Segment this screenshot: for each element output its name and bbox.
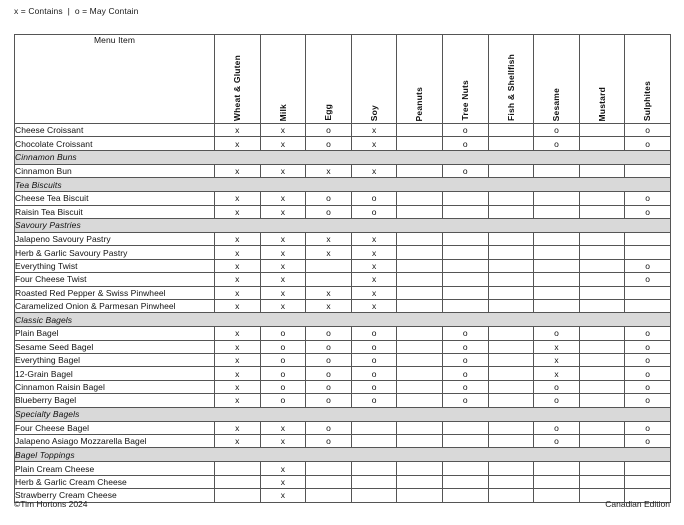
allergen-cell: o [534, 327, 580, 340]
allergen-cell: o [442, 380, 488, 393]
allergen-cell: x [534, 354, 580, 367]
section-title: Cinnamon Buns [15, 150, 671, 164]
allergen-cell [534, 273, 580, 286]
allergen-cell [488, 475, 534, 488]
section-header-row [15, 218, 671, 232]
column-header-wheat-gluten [215, 35, 261, 124]
allergen-cell [488, 192, 534, 205]
menu-item-name: 12-Grain Bagel [15, 367, 215, 380]
allergen-cell [579, 192, 625, 205]
allergen-cell [534, 232, 580, 245]
allergen-cell [534, 475, 580, 488]
allergen-cell [579, 205, 625, 218]
allergen-cell [579, 124, 625, 137]
allergen-cell: o [306, 192, 352, 205]
allergen-cell: x [260, 232, 306, 245]
table-row [15, 273, 671, 286]
table-row [15, 435, 671, 448]
allergen-cell: o [625, 380, 671, 393]
menu-item-name: Cheese Croissant [15, 124, 215, 137]
allergen-cell [397, 137, 443, 150]
allergen-cell [625, 462, 671, 475]
column-header-label: Wheat & Gluten [232, 54, 243, 121]
allergen-cell [579, 299, 625, 312]
allergen-cell: x [534, 340, 580, 353]
allergen-cell: o [351, 354, 397, 367]
allergen-cell: x [215, 164, 261, 177]
allergen-cell [397, 164, 443, 177]
allergen-cell [579, 340, 625, 353]
allergen-cell: o [442, 124, 488, 137]
allergen-cell [534, 259, 580, 272]
table-row [15, 380, 671, 393]
allergen-cell [442, 286, 488, 299]
allergen-cell [625, 286, 671, 299]
allergen-cell: x [260, 421, 306, 434]
section-header-row [15, 407, 671, 421]
column-header-label: Soy [368, 104, 379, 121]
allergen-cell [488, 421, 534, 434]
allergen-cell [488, 246, 534, 259]
allergen-cell: x [534, 367, 580, 380]
allergen-cell [397, 421, 443, 434]
table-row [15, 462, 671, 475]
allergen-cell: o [351, 205, 397, 218]
allergen-cell [488, 259, 534, 272]
column-header-milk [260, 35, 306, 124]
menu-item-name: Cinnamon Bun [15, 164, 215, 177]
allergen-cell [397, 273, 443, 286]
section-title: Bagel Toppings [15, 448, 671, 462]
legend-text: x = Contains | o = May Contain [14, 6, 139, 16]
menu-item-name: Chocolate Croissant [15, 137, 215, 150]
allergen-cell: x [215, 340, 261, 353]
allergen-cell [579, 435, 625, 448]
allergen-cell [625, 475, 671, 488]
allergen-cell: o [625, 259, 671, 272]
allergen-cell: o [534, 380, 580, 393]
allergen-cell: x [306, 232, 352, 245]
allergen-cell: o [260, 394, 306, 407]
allergen-cell [579, 286, 625, 299]
allergen-cell: o [625, 421, 671, 434]
allergen-cell: o [306, 421, 352, 434]
menu-item-name: Raisin Tea Biscuit [15, 205, 215, 218]
allergen-cell [625, 246, 671, 259]
allergen-cell: o [442, 394, 488, 407]
allergen-cell [397, 462, 443, 475]
allergen-cell: x [215, 367, 261, 380]
menu-item-name: Roasted Red Pepper & Swiss Pinwheel [15, 286, 215, 299]
allergen-cell: o [351, 394, 397, 407]
menu-item-name: Herb & Garlic Cream Cheese [15, 475, 215, 488]
allergen-cell: x [260, 259, 306, 272]
allergen-cell [397, 435, 443, 448]
allergen-cell [397, 367, 443, 380]
column-header-label: Mustard [596, 86, 607, 121]
allergen-cell: o [625, 273, 671, 286]
allergen-cell: x [215, 435, 261, 448]
section-header-row [15, 448, 671, 462]
allergen-cell: o [260, 340, 306, 353]
header-row [15, 35, 671, 124]
allergen-cell: x [260, 124, 306, 137]
allergen-cell: x [215, 354, 261, 367]
allergen-cell [488, 340, 534, 353]
allergen-cell [534, 299, 580, 312]
allergen-cell [306, 475, 352, 488]
menu-item-name: Sesame Seed Bagel [15, 340, 215, 353]
footer-copyright: ©Tim Hortons 2024 [14, 499, 88, 509]
allergen-cell [488, 205, 534, 218]
allergen-cell: o [306, 124, 352, 137]
allergen-cell: o [306, 205, 352, 218]
allergen-cell [534, 462, 580, 475]
allergen-cell [579, 137, 625, 150]
allergen-cell: o [260, 327, 306, 340]
allergen-cell: o [625, 354, 671, 367]
table-row [15, 299, 671, 312]
allergen-cell: x [351, 286, 397, 299]
section-header-row [15, 178, 671, 192]
menu-item-name: Four Cheese Twist [15, 273, 215, 286]
allergen-cell [397, 327, 443, 340]
allergen-cell [488, 232, 534, 245]
allergen-cell: x [260, 286, 306, 299]
column-header-soy [351, 35, 397, 124]
allergen-cell [488, 367, 534, 380]
column-header-egg [306, 35, 352, 124]
allergen-cell [579, 462, 625, 475]
allergen-cell: x [215, 124, 261, 137]
menu-item-name: Jalapeno Savoury Pastry [15, 232, 215, 245]
allergen-cell [579, 367, 625, 380]
allergen-cell [442, 205, 488, 218]
table-row [15, 246, 671, 259]
allergen-cell: x [215, 232, 261, 245]
allergen-cell [488, 327, 534, 340]
allergen-cell [397, 340, 443, 353]
allergen-table [14, 34, 671, 503]
allergen-cell: x [306, 286, 352, 299]
allergen-cell [397, 246, 443, 259]
menu-item-name: Four Cheese Bagel [15, 421, 215, 434]
allergen-cell [442, 421, 488, 434]
allergen-cell: x [215, 380, 261, 393]
allergen-cell: x [351, 232, 397, 245]
allergen-cell: o [306, 380, 352, 393]
allergen-cell: x [351, 299, 397, 312]
menu-item-name: Everything Twist [15, 259, 215, 272]
allergen-cell [625, 299, 671, 312]
allergen-cell: o [534, 421, 580, 434]
table-header [15, 35, 671, 124]
table-row [15, 259, 671, 272]
allergen-cell: x [351, 273, 397, 286]
allergen-cell: x [260, 299, 306, 312]
allergen-cell [306, 273, 352, 286]
section-title: Classic Bagels [15, 313, 671, 327]
allergen-cell [534, 246, 580, 259]
allergen-cell: x [215, 327, 261, 340]
allergen-cell [351, 462, 397, 475]
allergen-cell: o [306, 137, 352, 150]
allergen-cell: x [306, 246, 352, 259]
allergen-cell: o [306, 327, 352, 340]
allergen-cell [579, 246, 625, 259]
column-header-mustard [579, 35, 625, 124]
table-row [15, 421, 671, 434]
allergen-cell: x [260, 192, 306, 205]
menu-item-name: Strawberry Cream Cheese [15, 489, 215, 502]
allergen-cell: o [625, 192, 671, 205]
allergen-cell [306, 259, 352, 272]
allergen-cell [306, 462, 352, 475]
allergen-cell [442, 192, 488, 205]
table-row [15, 192, 671, 205]
allergen-cell: x [215, 259, 261, 272]
allergen-cell [579, 259, 625, 272]
allergen-cell [488, 164, 534, 177]
allergen-cell [625, 164, 671, 177]
allergen-cell [534, 286, 580, 299]
allergen-cell: o [351, 367, 397, 380]
column-header-sesame [534, 35, 580, 124]
allergen-cell: o [351, 192, 397, 205]
allergen-cell: x [260, 489, 306, 502]
allergen-cell [488, 137, 534, 150]
allergen-cell [397, 475, 443, 488]
allergen-cell: o [534, 124, 580, 137]
table-row [15, 232, 671, 245]
allergen-cell: o [306, 367, 352, 380]
section-title: Specialty Bagels [15, 407, 671, 421]
section-header-row [15, 150, 671, 164]
allergen-cell: o [625, 327, 671, 340]
menu-item-name: Caramelized Onion & Parmesan Pinwheel [15, 299, 215, 312]
table-row [15, 124, 671, 137]
column-header-label: Tree Nuts [460, 80, 471, 121]
allergen-cell [488, 299, 534, 312]
allergen-cell [488, 124, 534, 137]
column-header-label: Fish & Shellfish [505, 54, 516, 121]
allergen-cell [442, 299, 488, 312]
table-row [15, 137, 671, 150]
allergen-cell: o [534, 394, 580, 407]
allergen-table-container [14, 34, 670, 503]
allergen-cell: x [215, 421, 261, 434]
allergen-cell: o [442, 164, 488, 177]
allergen-cell: x [260, 462, 306, 475]
allergen-cell: o [625, 340, 671, 353]
allergen-cell: o [306, 340, 352, 353]
allergen-cell: o [442, 340, 488, 353]
footer [14, 499, 670, 509]
allergen-cell: x [351, 259, 397, 272]
allergen-cell [215, 462, 261, 475]
allergen-cell: x [215, 192, 261, 205]
allergen-cell [397, 259, 443, 272]
allergen-cell [397, 394, 443, 407]
table-row [15, 340, 671, 353]
allergen-cell: x [215, 137, 261, 150]
allergen-cell [442, 259, 488, 272]
allergen-cell: o [260, 354, 306, 367]
menu-item-name: Blueberry Bagel [15, 394, 215, 407]
column-header-label: Peanuts [414, 86, 425, 121]
menu-item-name: Plain Cream Cheese [15, 462, 215, 475]
allergen-cell [488, 435, 534, 448]
column-header-sulphites [625, 35, 671, 124]
allergen-cell [351, 421, 397, 434]
allergen-cell: x [260, 205, 306, 218]
allergen-cell: x [260, 475, 306, 488]
allergen-cell: o [442, 137, 488, 150]
allergen-cell: o [625, 137, 671, 150]
allergen-cell [488, 286, 534, 299]
allergen-cell [351, 475, 397, 488]
allergen-cell: x [215, 299, 261, 312]
section-title: Tea Biscuits [15, 178, 671, 192]
allergen-cell [397, 286, 443, 299]
allergen-cell [442, 273, 488, 286]
allergen-cell: x [260, 164, 306, 177]
allergen-cell [397, 232, 443, 245]
allergen-cell: o [534, 435, 580, 448]
allergen-cell [442, 246, 488, 259]
allergen-cell: x [215, 273, 261, 286]
allergen-cell: x [306, 164, 352, 177]
allergen-cell [397, 380, 443, 393]
allergen-cell: o [351, 380, 397, 393]
allergen-cell [442, 475, 488, 488]
section-header-row [15, 313, 671, 327]
column-header-label: Sesame [551, 87, 562, 121]
allergen-cell [534, 164, 580, 177]
allergen-cell [215, 475, 261, 488]
table-row [15, 394, 671, 407]
menu-item-name: Everything Bagel [15, 354, 215, 367]
allergen-cell [442, 462, 488, 475]
allergen-cell: x [351, 164, 397, 177]
allergen-cell [488, 354, 534, 367]
allergen-cell [579, 273, 625, 286]
table-row [15, 205, 671, 218]
allergen-cell: x [215, 205, 261, 218]
allergen-cell [397, 299, 443, 312]
allergen-cell [488, 273, 534, 286]
allergen-cell: x [260, 435, 306, 448]
allergen-cell: o [625, 435, 671, 448]
allergen-cell: x [215, 246, 261, 259]
menu-item-name: Cheese Tea Biscuit [15, 192, 215, 205]
menu-item-name: Cinnamon Raisin Bagel [15, 380, 215, 393]
allergen-cell: x [215, 286, 261, 299]
allergen-cell: x [351, 124, 397, 137]
allergen-cell [488, 462, 534, 475]
allergen-cell: o [625, 394, 671, 407]
allergen-cell [579, 232, 625, 245]
table-body [15, 124, 671, 503]
allergen-cell: x [215, 394, 261, 407]
allergen-cell [579, 327, 625, 340]
allergen-cell: o [306, 354, 352, 367]
allergen-cell: x [351, 137, 397, 150]
allergen-cell [534, 205, 580, 218]
table-row [15, 286, 671, 299]
column-header-fish-shellfish [488, 35, 534, 124]
allergen-cell: o [534, 137, 580, 150]
allergen-cell: o [442, 367, 488, 380]
allergen-cell [534, 192, 580, 205]
allergen-cell [397, 354, 443, 367]
allergen-cell: x [260, 273, 306, 286]
allergen-cell: o [306, 394, 352, 407]
table-row [15, 475, 671, 488]
table-row [15, 164, 671, 177]
section-title: Savoury Pastries [15, 218, 671, 232]
menu-item-name: Plain Bagel [15, 327, 215, 340]
allergen-cell: o [625, 124, 671, 137]
allergen-cell [579, 421, 625, 434]
table-row [15, 354, 671, 367]
allergen-cell: o [351, 327, 397, 340]
column-header-label: Milk [277, 103, 288, 121]
allergen-cell: o [351, 340, 397, 353]
allergen-cell [442, 232, 488, 245]
column-header-label: Sulphites [642, 80, 653, 121]
allergen-cell: o [306, 435, 352, 448]
allergen-cell: x [306, 299, 352, 312]
table-row [15, 327, 671, 340]
allergen-cell: o [442, 327, 488, 340]
footer-edition: Canadian Edition [605, 499, 670, 509]
allergen-cell [579, 380, 625, 393]
allergen-cell [397, 205, 443, 218]
menu-item-name: Jalapeno Asiago Mozzarella Bagel [15, 435, 215, 448]
allergen-cell [579, 475, 625, 488]
column-header-label: Egg [323, 104, 334, 121]
allergen-cell [397, 124, 443, 137]
menu-item-name: Herb & Garlic Savoury Pastry [15, 246, 215, 259]
allergen-cell [488, 394, 534, 407]
column-header-tree-nuts [442, 35, 488, 124]
allergen-cell [579, 164, 625, 177]
allergen-cell: o [625, 205, 671, 218]
allergen-cell: x [260, 137, 306, 150]
allergen-cell: o [260, 367, 306, 380]
column-header-menu-item: Menu Item [15, 35, 215, 124]
allergen-cell [442, 435, 488, 448]
table-row [15, 367, 671, 380]
allergen-cell [579, 394, 625, 407]
allergen-cell [579, 354, 625, 367]
allergen-cell: o [625, 367, 671, 380]
column-header-peanuts [397, 35, 443, 124]
allergen-cell [397, 192, 443, 205]
allergen-cell: o [442, 354, 488, 367]
allergen-cell [488, 380, 534, 393]
allergen-cell [625, 232, 671, 245]
allergen-cell: o [260, 380, 306, 393]
allergen-cell: x [351, 246, 397, 259]
allergen-cell [351, 435, 397, 448]
allergen-cell: x [260, 246, 306, 259]
